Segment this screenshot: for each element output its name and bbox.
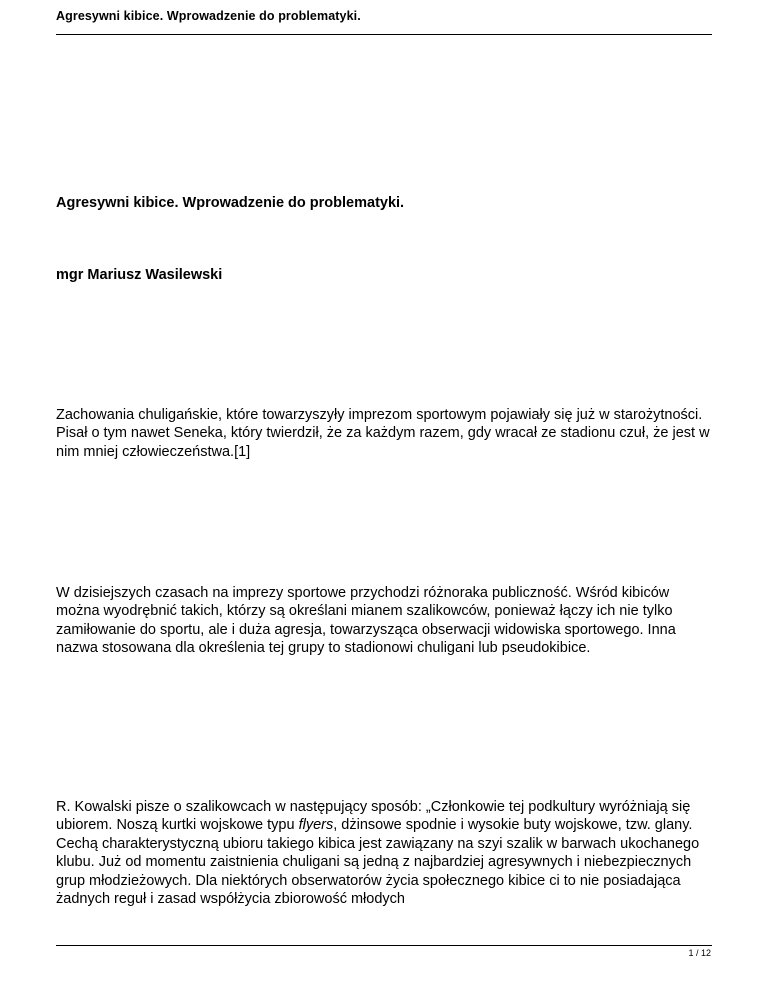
footer-rule [56, 945, 712, 946]
paragraph-3-text-start: R. Kowalski pisze o szalikowcach w następujący sposób: „Członkowie tej podkultury wyróżniają się ubiorem. Noszą kurtki wojskowe typu [56, 799, 691, 834]
paragraph-3-italic-term: flyers [298, 817, 334, 834]
paragraph-3 [56, 798, 716, 908]
header-rule [56, 34, 712, 35]
running-header-title: Agresywni kibice. Wprowadzenie do problematyki. [56, 9, 361, 23]
paragraph-2: W dzisiejszych czasach na imprezy sportowe przychodzi różnoraka publiczność. Wśród kibiców można wyodrębnić takich, którzy są określani mianem szalikowców, ponieważ łączy ich nie tylko zamiłowanie do sportu, ale i duża agresja, towarzysząca obserwacji widowiska sportowego. Inna nazwa stosowana dla określenia tej grupy to stadionowi chuligani lub pseudokibice. [56, 585, 676, 657]
article-title: Agresywni kibice. Wprowadzenie do problematyki. [56, 195, 405, 211]
paragraph-3-text-end: , dżinsowe spodnie i wysokie buty wojskowe, tzw. glany. Cechą charakterystyczną ubioru takiego kibica jest zawiązany na szyi szalik w barwach ukochanego klubu. Już od momentu zaistnienia chuligani są jedną z najbardziej agresywnych i niebezpiecznych grup młodzieżowych. Dla niektórych obserwatorów życia społecznego kibice ci to nie posiadająca żadnych reguł i zasad współżycia zbiorowość młodych [56, 817, 700, 908]
article-author: mgr Mariusz Wasilewski [56, 267, 223, 283]
page-number: 1 / 12 [688, 948, 711, 958]
paragraph-1: Zachowania chuligańskie, które towarzyszyły imprezom sportowym pojawiały się już w starożytności. Pisał o tym nawet Seneka, który twierdził, że za każdym razem, gdy wracał ze stadionu czuł, że jest w nim mniej człowieczeństwa.[1] [56, 407, 710, 460]
